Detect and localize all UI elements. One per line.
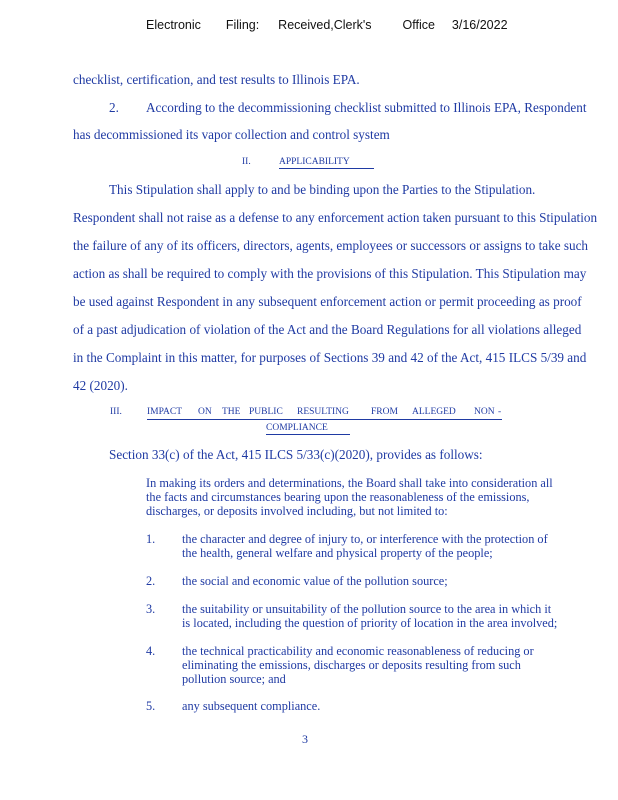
factor-5-line-1: any subsequent compliance. [182,699,321,713]
section-3-word-on: ON [198,407,212,417]
quote-line-1: In making its orders and determinations, the Board shall take into consideration all [146,476,553,490]
quote-line-2: the facts and circumstances bearing upon the reasonableness of the emissions, [146,490,530,504]
section-3-title-line-2: COMPLIANCE [266,423,350,435]
factor-4-line-3: pollution source; and [182,672,286,686]
section-3-word-dash: - [498,407,502,417]
section-3-word-non: NON [474,407,495,417]
header-date: 3/16/2022 [451,18,508,32]
intro-line-2: According to the decommissioning checklist submitted to Illinois EPA, Respondent [146,100,587,115]
header-filing: Filing: [225,18,260,32]
applicability-line-1: This Stipulation shall apply to and be binding upon the Parties to the Stipulation. [109,182,536,197]
section-2-numeral: II. [242,157,251,167]
header-electronic: Electronic [146,18,201,32]
intro-line-1: checklist, certification, and test results to Illinois EPA. [73,72,360,87]
factor-3-number: 3. [146,602,156,616]
factor-3-line-2: is located, including the question of priority of location in the area involved; [182,616,558,630]
paragraph-number-2: 2. [109,100,119,115]
intro-line-3: has decommissioned its vapor collection and control system [73,127,390,142]
factor-4-line-2: eliminating the emissions, discharges or deposits resulting from such [182,658,521,672]
factor-1-number: 1. [146,532,156,546]
section-3-word-the: THE [222,407,241,417]
header-received: Received,Clerk's [278,18,372,32]
applicability-line-4: action as shall be required to comply with the provisions of this Stipulation. This Stipulation may [73,266,587,281]
section-3-title-line-1 [147,407,502,420]
page-number: 3 [302,732,308,746]
factor-4-number: 4. [146,644,156,658]
factor-2-number: 2. [146,574,156,588]
applicability-line-6: of a past adjudication of violation of the Act and the Board Regulations for all violations alleged [73,322,582,337]
quote-line-3: discharges, or deposits involved including, but not limited to: [146,504,448,518]
applicability-line-5: be used against Respondent in any subsequent enforcement action or permit proceeding as proof [73,294,582,309]
section-2-title: APPLICABILITY [279,157,374,169]
section-3-word-from: FROM [371,407,398,417]
applicability-line-8: 42 (2020). [73,378,128,393]
header-office: Office [402,18,435,32]
section-3-word-resulting: RESULTING [297,407,349,417]
applicability-line-3: the failure of any of its officers, directors, agents, employees or successors or assigns to take such [73,238,589,253]
factor-4-line-1: the technical practicability and economic reasonableness of reducing or [182,644,534,658]
applicability-line-2: Respondent shall not raise as a defense to any enforcement action taken pursuant to this Stipulation [73,210,598,225]
factor-1-line-2: the health, general welfare and physical property of the people; [182,546,493,560]
filing-header [146,18,508,32]
factor-3-line-1: the suitability or unsuitability of the pollution source to the area in which it [182,602,552,616]
section-3-word-impact: IMPACT [147,407,183,417]
applicability-line-7: in the Complaint in this matter, for purposes of Sections 39 and 42 of the Act, 415 ILCS 5/39 and [73,350,587,365]
factor-1-line-1: the character and degree of injury to, or interference with the protection of [182,532,548,546]
section-3-word-public: PUBLIC [249,407,283,417]
section-3-word-alleged: ALLEGED [412,407,456,417]
section-33c-line: Section 33(c) of the Act, 415 ILCS 5/33(c)(2020), provides as follows: [109,447,483,462]
section-3-numeral: III. [110,407,122,417]
factor-2-line-1: the social and economic value of the pollution source; [182,574,448,588]
factor-5-number: 5. [146,699,156,713]
